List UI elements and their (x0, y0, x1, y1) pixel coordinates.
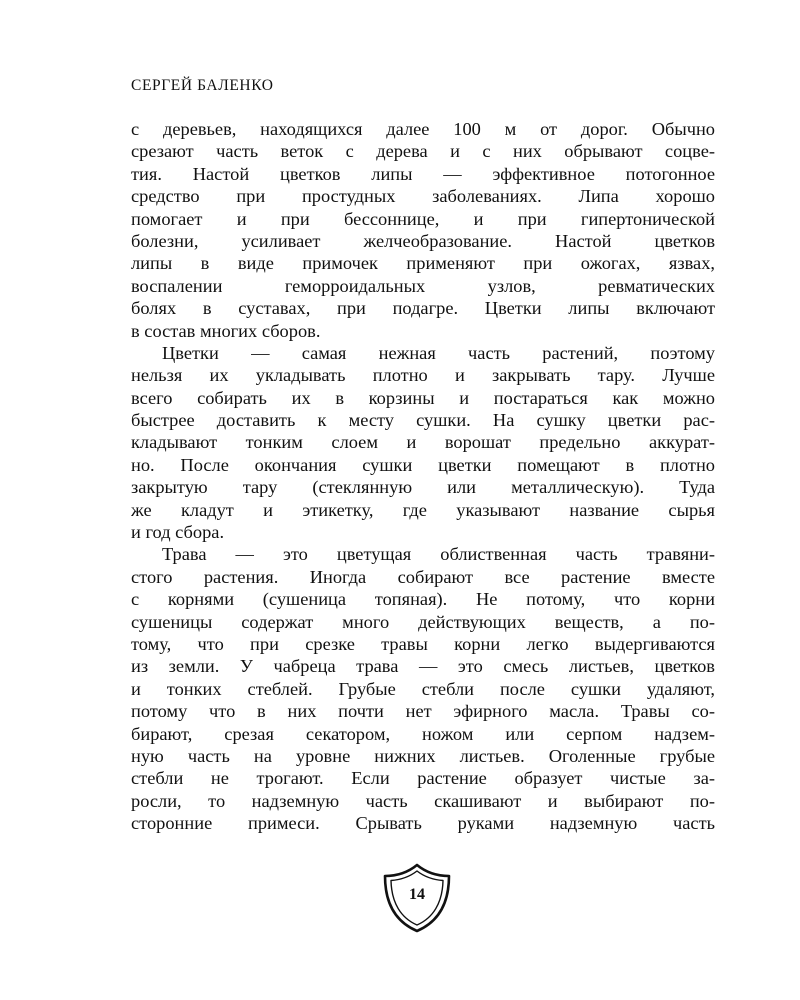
text-line: стого растения. Иногда собирают все растение вместе (131, 566, 715, 587)
text-line: и год сбора. (131, 522, 225, 543)
text-line: сушеницы содержат много действующих веществ, а по- (131, 611, 715, 632)
text-line: нельзя их укладывать плотно и закрывать тару. Лучше (131, 365, 715, 386)
text-line: помогает и при бессоннице, и при гипертонической (131, 208, 715, 229)
text-line: в состав многих сборов. (131, 320, 321, 341)
text-line: росли, то надземную часть скашивают и выбирают по- (131, 790, 715, 811)
page-number: 14 (409, 886, 425, 903)
text-line: из земли. У чабреца трава — это смесь листьев, цветков (131, 656, 715, 677)
text-line: и тонких стеблей. Грубые стебли после сушки удаляют, (131, 678, 715, 699)
text-line: Трава — это цветущая облиственная часть травяни- (162, 544, 715, 565)
text-line: болях в суставах, при подагре. Цветки липы включают (131, 298, 715, 319)
page-number-badge (382, 862, 452, 934)
text-line: всего собирать их в корзины и постараться как можно (131, 387, 715, 408)
text-line: кладывают тонким слоем и ворошат предельно аккурат- (131, 432, 715, 453)
text-line: срезают часть веток с дерева и с них обрывают соцве- (131, 141, 715, 162)
text-line: потому что в них почти нет эфирного масла. Травы со- (131, 701, 715, 722)
running-head: СЕРГЕЙ БАЛЕНКО (131, 77, 274, 94)
text-line: липы в виде примочек применяют при ожогах, язвах, (131, 253, 715, 274)
text-line: средство при простудных заболеваниях. Липа хорошо (131, 186, 715, 207)
text-line: стебли не трогают. Если растение образует чистые за- (131, 768, 715, 789)
text-line: бирают, срезая секатором, ножом или серпом надзем- (131, 723, 715, 744)
body-text (131, 118, 715, 835)
text-line: ную часть на уровне нижних листьев. Оголенные грубые (131, 745, 715, 766)
text-line: с деревьев, находящихся далее 100 м от дорог. Обычно (131, 119, 715, 139)
text-line: но. После окончания сушки цветки помещают в плотно (131, 454, 715, 475)
text-line: Цветки — самая нежная часть растений, поэтому (162, 342, 715, 363)
text-line: с корнями (сушеница топяная). Не потому, что корни (131, 589, 715, 610)
text-line: закрытую тару (стеклянную или металлическую). Туда (131, 477, 715, 498)
text-line: воспалении геморроидальных узлов, ревматических (131, 275, 715, 296)
text-line: же кладут и этикетку, где указывают название сырья (131, 499, 715, 520)
text-line: сторонние примеси. Срывать руками надземную часть (131, 813, 715, 834)
text-line: тому, что при срезке травы корни легко выдергиваются (131, 633, 715, 654)
text-line: быстрее доставить к месту сушки. На сушку цветки рас- (131, 410, 715, 431)
text-line: тия. Настой цветков липы — эффективное потогонное (131, 163, 715, 184)
text-line: болезни, усиливает желчеобразование. Настой цветков (131, 230, 715, 251)
